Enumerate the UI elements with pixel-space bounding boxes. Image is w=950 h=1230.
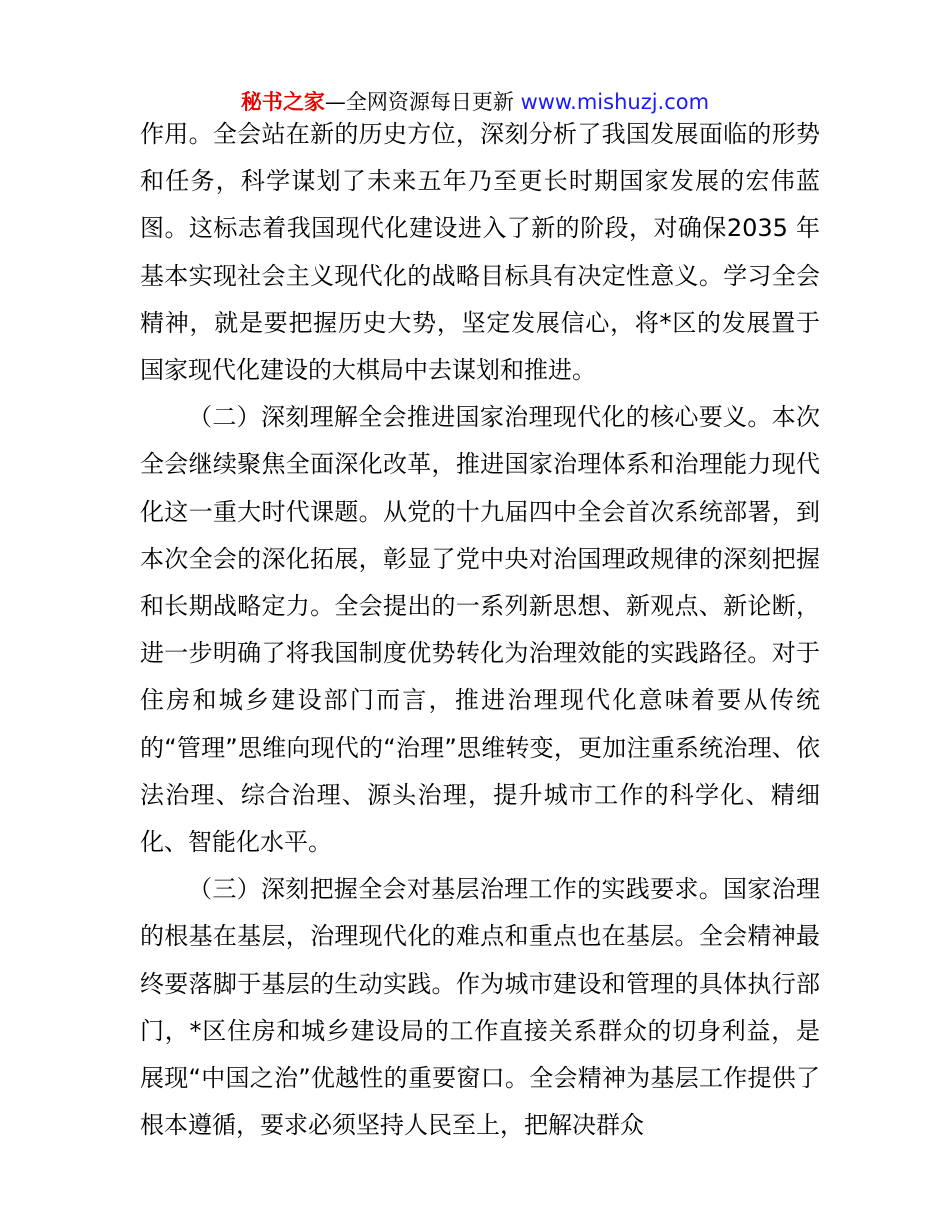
site-brand: 秘书之家 (240, 90, 325, 114)
paragraph-section-two: （二）深刻理解全会推进国家治理现代化的核心要义。本次全会继续聚焦全面深化改革，推进国家治理体系和治理能力现代化这一重大时代课题。从党的十九届四中全会首次系统部署，到本次全会的深化拓展，彰显了党中央对治国理政规律的深刻把握和长期战略定力。全会提出的一系列新思想、新观点、新论断，进一步明确了将我国制度优势转化为治理效能的实践路径。对于住房和城乡建设部门而言，推进治理现代化意味着要从传统的“管理”思维向现代的“治理”思维转变，更加注重系统治理、依法治理、综合治理、源头治理，提升城市工作的科学化、精细化、智能化水平。 (140, 403, 820, 857)
document-body (140, 111, 820, 1149)
site-url-link[interactable]: www.mishuzj.com (520, 90, 710, 114)
site-tagline: —全网资源每日更新 (324, 90, 521, 114)
paragraph-section-three: （三）深刻把握全会对基层治理工作的实践要求。国家治理的根基在基层，治理现代化的难点和重点也在基层。全会精神最终要落脚于基层的生动实践。作为城市建设和管理的具体执行部门，*区住房和城乡建设局的工作直接关系群众的切身利益，是展现“中国之治”优越性的重要窗口。全会精神为基层工作提供了根本遵循，要求必须坚持人民至上，把解决群众 (140, 875, 820, 1140)
paragraph-continuation: 作用。全会站在新的历史方位，深刻分析了我国发展面临的形势和任务，科学谋划了未来五年乃至更长时期国家发展的宏伟蓝图。这标志着我国现代化建设进入了新的阶段，对确保2035 年基本实现社会主义现代化的战略目标具有决定性意义。学习全会精神，就是要把握历史大势，坚定发展信心，将*区的发展置于国家现代化建设的大棋局中去谋划和推进。 (140, 120, 820, 385)
